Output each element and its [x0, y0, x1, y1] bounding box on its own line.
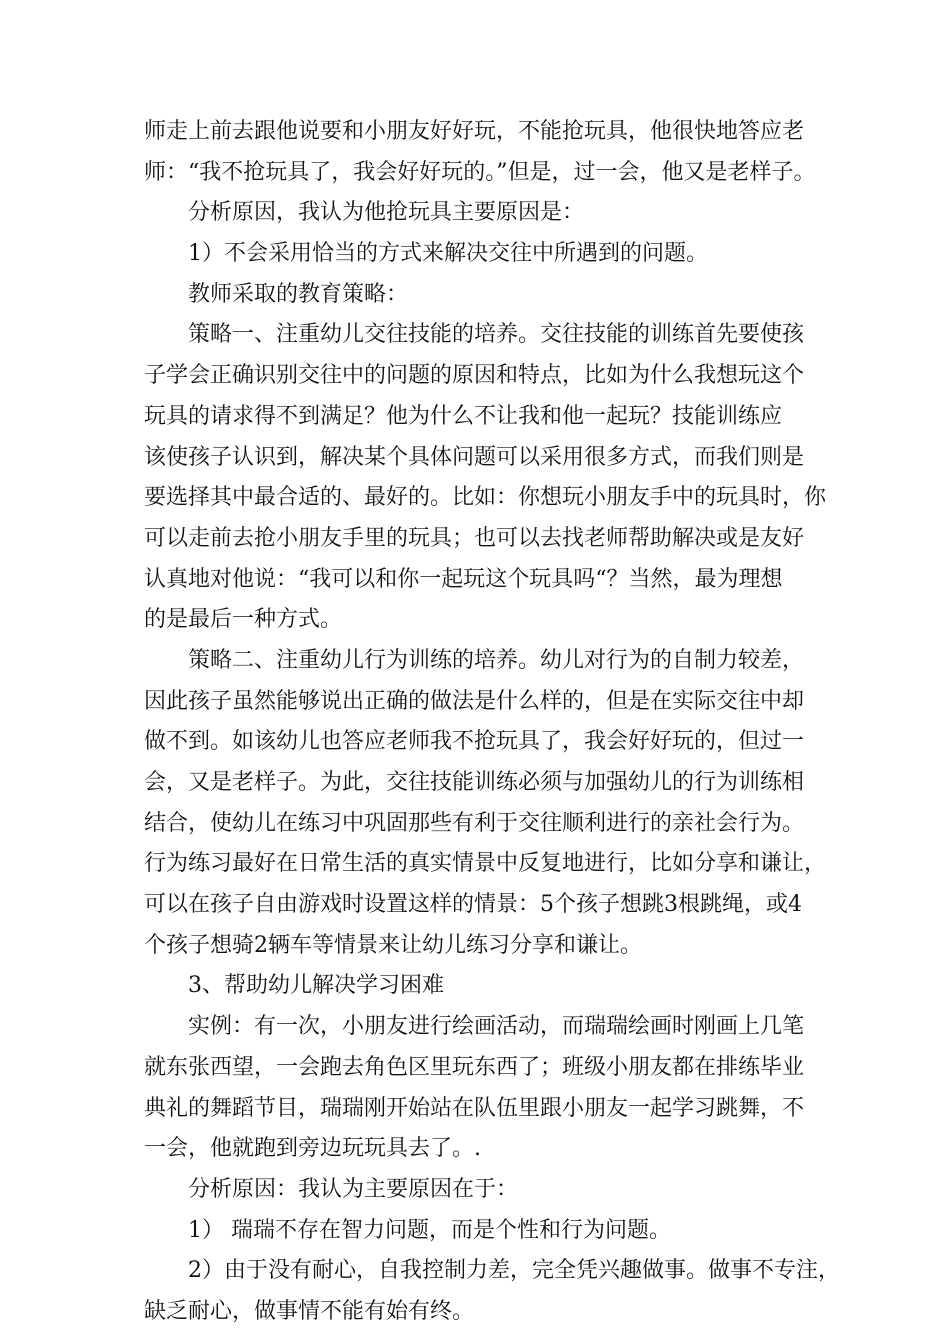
body-text — [144, 112, 840, 1333]
text-line: 可以走前去抢小朋友手里的玩具；也可以去找老师帮助解决或是友好 — [144, 525, 805, 551]
section-heading: 3、帮助幼儿解决学习困难 — [188, 973, 444, 999]
text-line: 一会，他就跑到旁边玩玩具去了。. — [144, 1136, 481, 1162]
text-line: 1）不会采用恰当的方式来解决交往中所遇到的问题。 — [188, 241, 708, 267]
text-line: 要选择其中最合适的、最好的。比如：你想玩小朋友手中的玩具时，你 — [144, 485, 827, 511]
text-line: 的是最后一种方式。 — [144, 607, 343, 633]
text-line: 因此孩子虽然能够说出正确的做法是什么样的，但是在实际交往中却 — [144, 688, 805, 714]
text-line: 个孩子想骑2辆车等情景来让幼儿练习分享和谦让。 — [144, 932, 642, 958]
text-line: 分析原因，我认为他抢玩具主要原因是： — [188, 200, 585, 226]
text-line: 行为练习最好在日常生活的真实情景中反复地进行，比如分享和谦让， — [144, 851, 827, 877]
text-line: 缺乏耐心，做事情不能有始有终。 — [144, 1298, 475, 1324]
text-line: 该使孩子认识到，解决某个具体问题可以采用很多方式，而我们则是 — [144, 444, 805, 470]
text-line: 就东张西望，一会跑去角色区里玩东西了；班级小朋友都在排练毕业 — [144, 1054, 805, 1080]
text-line: 策略一、注重幼儿交往技能的培养。交往技能的训练首先要使孩 — [188, 322, 805, 348]
text-line: 1） 瑞瑞不存在智力问题，而是个性和行为问题。 — [188, 1217, 671, 1243]
text-line: 做不到。如该幼儿也答应老师我不抢玩具了，我会好好玩的，但过一 — [144, 729, 805, 755]
text-line: 实例：有一次，小朋友进行绘画活动，而瑞瑞绘画时刚画上几笔 — [188, 1014, 805, 1040]
text-line: 2）由于没有耐心，自我控制力差，完全凭兴趣做事。做事不专注， — [188, 1258, 840, 1284]
text-line: 子学会正确识别交往中的问题的原因和特点，比如为什么我想玩这个 — [144, 363, 805, 389]
text-line: 玩具的请求得不到满足？他为什么不让我和他一起玩？技能训练应 — [144, 403, 783, 429]
text-line: 可以在孩子自由游戏时设置这样的情景：5个孩子想跳3根跳绳，或4 — [144, 892, 802, 918]
text-line: 师走上前去跟他说要和小朋友好好玩，不能抢玩具，他很快地答应老 — [144, 119, 805, 144]
text-line: 教师采取的教育策略： — [188, 281, 409, 307]
text-line: 会，又是老样子。为此，交往技能训练必须与加强幼儿的行为训练相 — [144, 770, 805, 795]
text-line: 策略二、注重幼儿行为训练的培养。幼儿对行为的自制力较差， — [188, 647, 805, 673]
text-line: 认真地对他说：“我可以和你一起玩这个玩具吗“？当然，最为理想 — [144, 566, 783, 592]
text-line: 师：“我不抢玩具了，我会好好玩的。”但是，过一会，他又是老样子。 — [144, 159, 816, 185]
text-line: 分析原因：我认为主要原因在于： — [188, 1176, 519, 1202]
text-line: 典礼的舞蹈节目，瑞瑞刚开始站在队伍里跟小朋友一起学习跳舞，不 — [144, 1095, 805, 1121]
text-line: 结合，使幼儿在练习中巩固那些有利于交往顺利进行的亲社会行为。 — [144, 810, 805, 836]
